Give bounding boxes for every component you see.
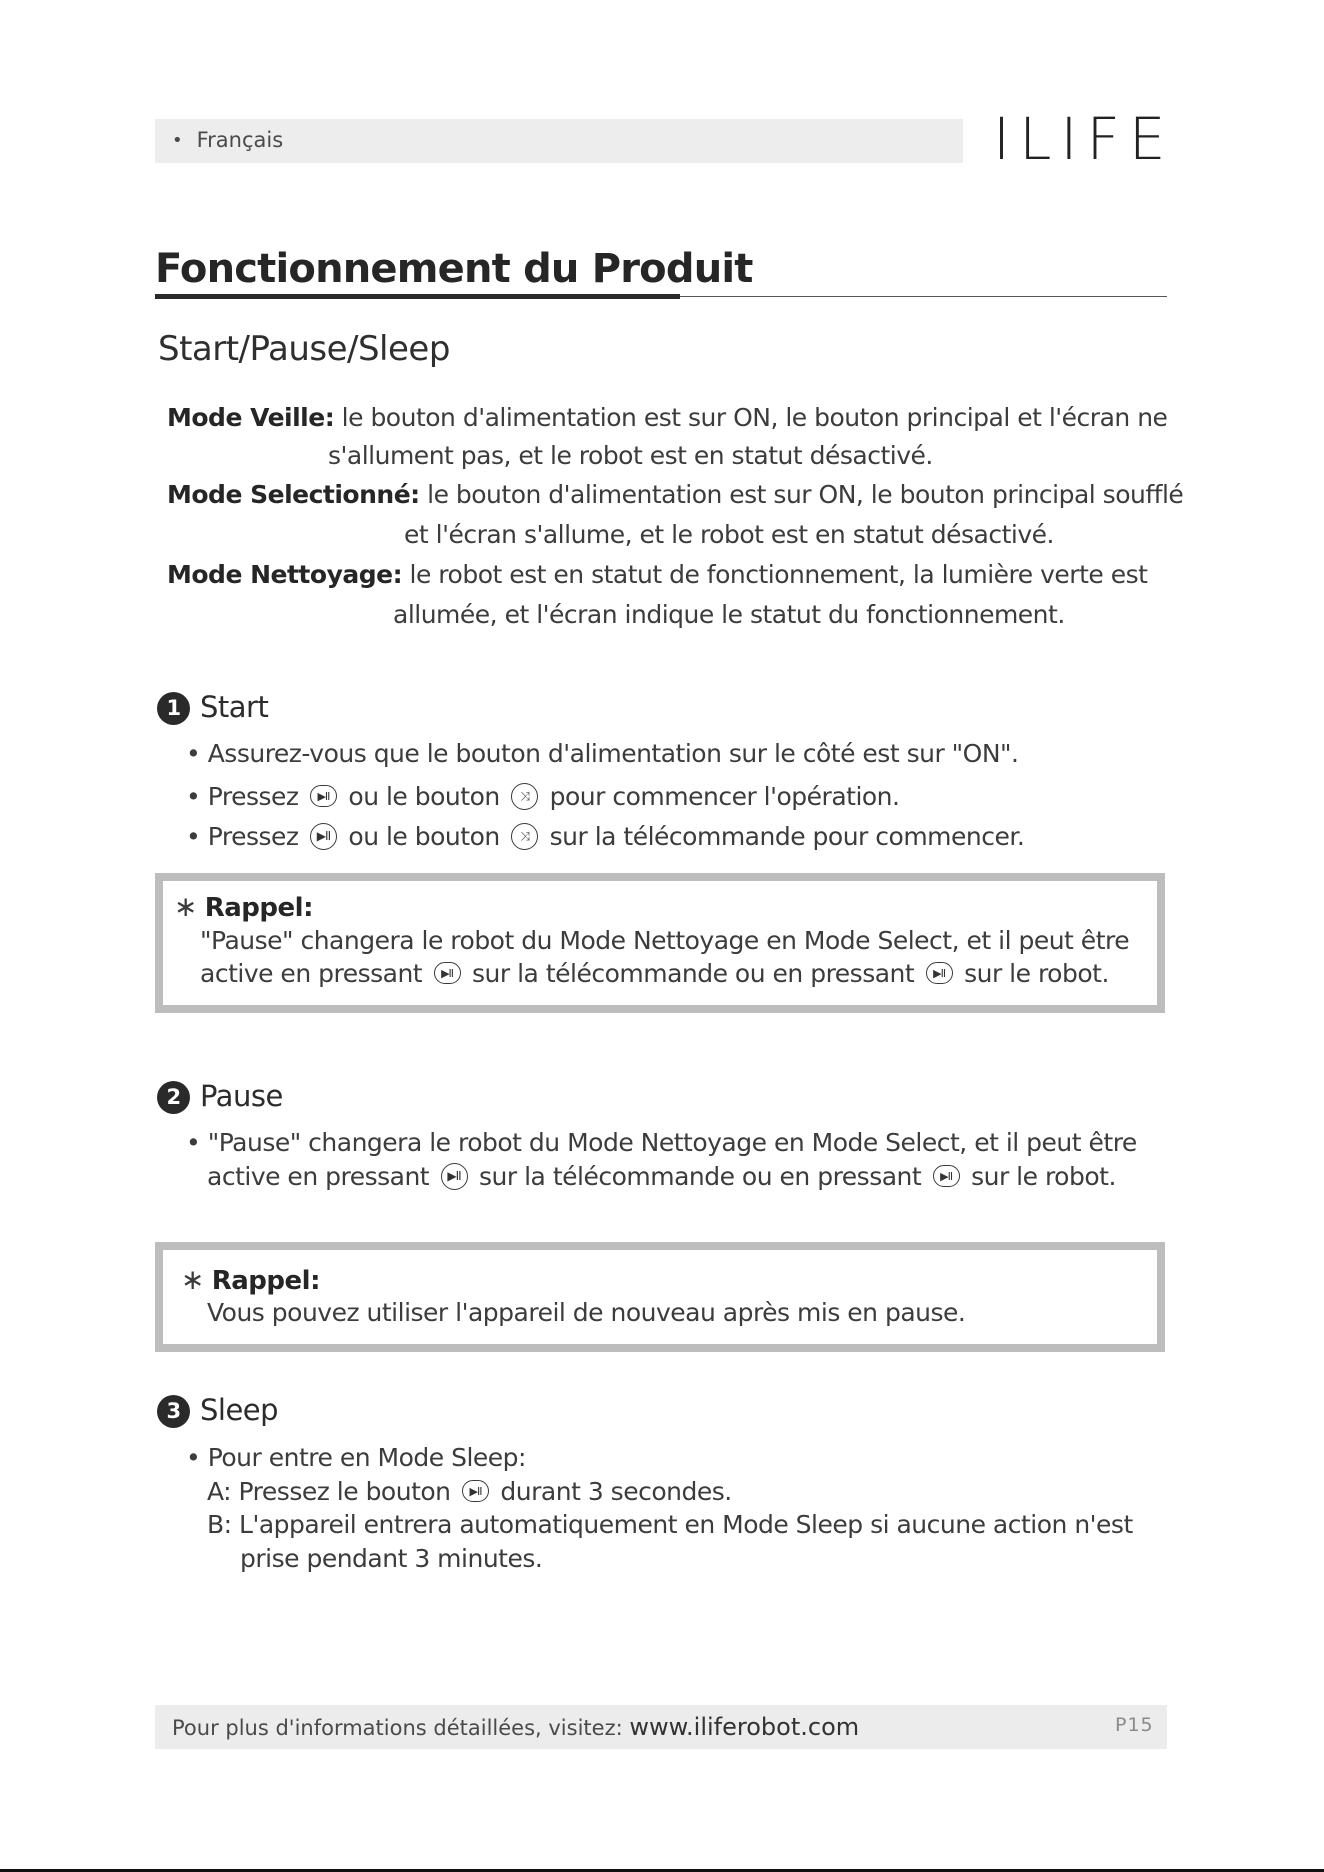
- mode-nettoyage-line2: allumée, et l'écran indique le statut du fonctionnement.: [393, 600, 1065, 629]
- play-pause-icon: ▶II: [310, 785, 337, 807]
- reminder-line1: "Pause" changera le robot du Mode Nettoyage en Mode Select, et il peut être: [200, 926, 1130, 955]
- bullet-text: Pressez: [207, 822, 306, 851]
- bullet-text: sur la télécommande ou en pressant: [471, 1162, 929, 1191]
- mode-label: Mode Selectionné:: [167, 480, 420, 509]
- pause-heading-text: Pause: [200, 1079, 283, 1113]
- step-number-badge: 2: [157, 1081, 190, 1114]
- bullet-text: sur le robot.: [963, 1162, 1116, 1191]
- start-bullet-1: • Assurez-vous que le bouton d'alimentation sur le côté est sur "ON".: [186, 739, 1019, 768]
- bullet-text: pour commencer l'opération.: [542, 782, 900, 811]
- footer-label: Pour plus d'informations détaillées, visitez:: [172, 1716, 630, 1740]
- sleep-option-b-line2: prise pendant 3 minutes.: [240, 1544, 543, 1573]
- bullet-text: active en pressant: [207, 1162, 437, 1191]
- mode-selectionne-line2: et l'écran s'allume, et le robot est en statut désactivé.: [404, 520, 1054, 549]
- asterisk-icon: ∗: [174, 890, 197, 923]
- pause-heading: [157, 1077, 283, 1116]
- mode-veille-line1: [167, 401, 1167, 435]
- option-text: Pressez le bouton: [238, 1477, 458, 1506]
- mode-description: le bouton d'alimentation est sur ON, le bouton principal soufflé: [419, 480, 1184, 509]
- play-pause-icon: ▶II: [462, 1480, 489, 1502]
- reminder-text: sur le robot.: [956, 959, 1109, 988]
- bullet-text: Pressez: [207, 782, 306, 811]
- start-bullet-3: • Pressez ▶II ou le bouton ⤨ sur la télécommande pour commencer.: [186, 822, 1025, 851]
- sleep-heading-text: Sleep: [200, 1393, 279, 1427]
- mode-label: Mode Nettoyage:: [167, 560, 403, 589]
- mode-selectionne-line1: [167, 478, 1183, 512]
- bullet-text: Assurez-vous que le bouton d'alimentation sur le côté est sur "ON".: [207, 739, 1019, 768]
- mode-description: le robot est en statut de fonctionnement, la lumière verte est: [402, 560, 1148, 589]
- language-text: Français: [196, 128, 284, 152]
- reminder-line1: Vous pouvez utiliser l'appareil de nouveau après mis en pause.: [207, 1298, 966, 1327]
- option-label: A:: [207, 1477, 232, 1506]
- bullet-text: sur la télécommande pour commencer.: [542, 822, 1025, 851]
- bullet: •: [172, 130, 183, 151]
- bullet-text: Pour entre en Mode Sleep:: [207, 1443, 526, 1472]
- shuffle-icon: ⤨: [511, 823, 538, 850]
- start-heading-text: Start: [200, 690, 269, 724]
- page-title: Fonctionnement du Produit: [155, 246, 753, 292]
- website-link[interactable]: www.iliferobot.com: [629, 1713, 860, 1741]
- section-subtitle: Start/Pause/Sleep: [158, 329, 450, 369]
- mode-nettoyage-line1: [167, 558, 1147, 592]
- footer-text: [172, 1711, 859, 1744]
- pause-bullet-line1: • "Pause" changera le robot du Mode Nettoyage en Mode Select, et il peut être: [186, 1128, 1137, 1157]
- reminder-text: active en pressant: [200, 959, 430, 988]
- option-label: B:: [207, 1510, 232, 1539]
- reminder-title-text: Rappel:: [204, 893, 313, 923]
- bullet-text: "Pause" changera le robot du Mode Nettoyage en Mode Select, et il peut être: [207, 1128, 1137, 1157]
- play-pause-icon: ▶II: [310, 823, 337, 850]
- bullet-text: ou le bouton: [340, 782, 508, 811]
- sleep-option-b: [207, 1508, 1133, 1542]
- reminder-title-text: Rappel:: [211, 1266, 320, 1296]
- reminder-title: [181, 1263, 320, 1298]
- play-pause-icon: ▶II: [926, 962, 953, 984]
- step-number-badge: 1: [157, 692, 190, 725]
- reminder-text: sur la télécommande ou en pressant: [464, 959, 922, 988]
- pause-bullet-line2: [207, 1160, 1116, 1194]
- title-underline: [155, 294, 680, 299]
- start-bullet-2: • Pressez ▶II ou le bouton ⤨ pour commencer l'opération.: [186, 782, 900, 811]
- title-rule: [680, 296, 1167, 297]
- mode-veille-line2: s'allument pas, et le robot est en statut désactivé.: [328, 441, 933, 470]
- asterisk-icon: ∗: [181, 1263, 204, 1296]
- play-pause-icon: ▶II: [933, 1165, 960, 1187]
- sleep-heading: [157, 1391, 278, 1430]
- start-heading: [157, 688, 268, 727]
- sleep-option-a: [207, 1475, 732, 1509]
- language-label: [172, 128, 283, 152]
- option-text: L'appareil entrera automatiquement en Mode Sleep si aucune action n'est: [239, 1510, 1133, 1539]
- play-pause-icon: ▶II: [441, 1163, 468, 1190]
- mode-description: le bouton d'alimentation est sur ON, le bouton principal et l'écran ne: [334, 403, 1168, 432]
- option-text: durant 3 secondes.: [492, 1477, 732, 1506]
- bullet-text: ou le bouton: [340, 822, 508, 851]
- play-pause-icon: ▶II: [434, 962, 461, 984]
- mode-label: Mode Veille:: [167, 403, 335, 432]
- brand-logo: ILIFE: [993, 105, 1175, 173]
- page-number: P15: [1115, 1714, 1154, 1736]
- reminder-line2: [200, 957, 1109, 991]
- sleep-bullet: • Pour entre en Mode Sleep:: [186, 1443, 526, 1472]
- step-number-badge: 3: [157, 1395, 190, 1428]
- shuffle-icon: ⤨: [511, 783, 538, 810]
- reminder-title: [174, 890, 313, 925]
